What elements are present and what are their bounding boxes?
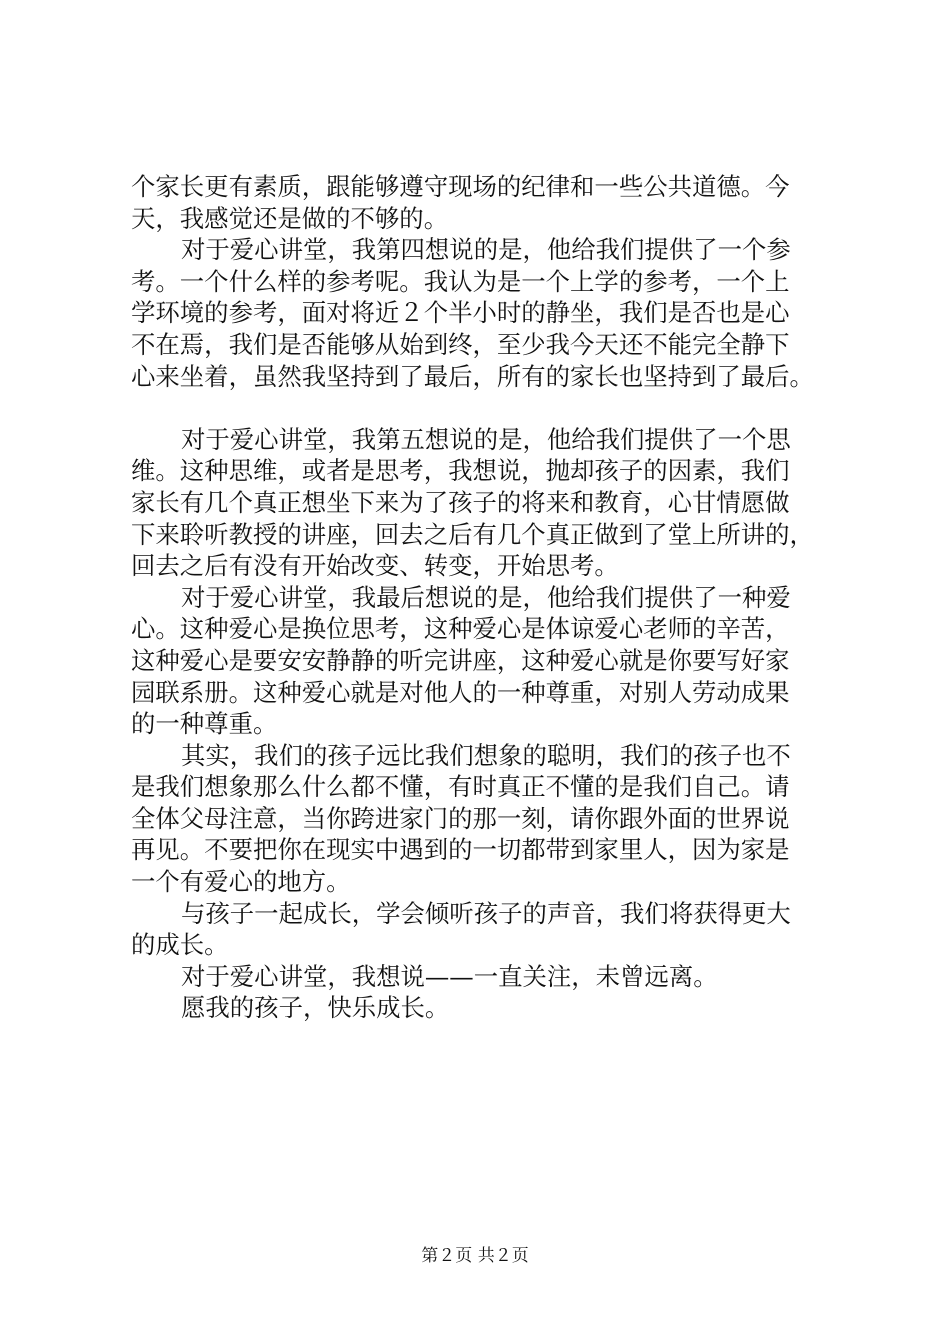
text-line: 再见。不要把你在现实中遇到的一切都带到家里人，因为家是 [131,835,790,865]
text-line: 回去之后有没有开始改变、转变，开始思考。 [131,551,619,581]
paragraph-start-line: 对于爱心讲堂，我第四想说的是，他给我们提供了一个参 [181,235,791,265]
text-line: 不在焉，我们是否能够从始到终，至少我今天还不能完全静下 [131,329,790,359]
text-line: 考。一个什么样的参考呢。我认为是一个上学的参考，一个上 [131,266,790,296]
text-line: 一个有爱心的地方。 [131,867,351,897]
text-line: 下来聆听教授的讲座，回去之后有几个真正做到了堂上所讲的， [131,519,814,549]
text-line: 天，我感觉还是做的不够的。 [131,203,449,233]
paragraph-start-line: 愿我的孩子，快乐成长。 [181,993,450,1023]
text-line: 学环境的参考，面对将近２个半小时的静坐，我们是否也是心 [131,298,790,328]
text-line: 的成长。 [131,930,229,960]
paragraph-start-line: 对于爱心讲堂，我想说——一直关注，未曾远离。 [181,961,718,991]
paragraph-start-line: 对于爱心讲堂，我第五想说的是，他给我们提供了一个思 [181,424,791,454]
paragraph-start-line: 其实，我们的孩子远比我们想象的聪明，我们的孩子也不 [181,740,791,770]
paragraph-start-line: 与孩子一起成长，学会倾听孩子的声音，我们将获得更大 [181,898,791,928]
paragraph-start-line: 对于爱心讲堂，我最后想说的是，他给我们提供了一种爱 [181,582,791,612]
text-line: 家长有几个真正想坐下来为了孩子的将来和教育，心甘情愿做 [131,487,790,517]
text-line: 维。这种思维，或者是思考，我想说，抛却孩子的因素，我们 [131,456,790,486]
text-line: 心来坐着，虽然我坚持到了最后，所有的家长也坚持到了最后。 [131,361,814,391]
text-line: 心。这种爱心是换位思考，这种爱心是体谅爱心老师的辛苦， [131,614,790,644]
document-body [131,171,821,1024]
text-line: 这种爱心是要安安静静的听完讲座，这种爱心就是你要写好家 [131,645,790,675]
text-line: 个家长更有素质，跟能够遵守现场的纪律和一些公共道德。今 [131,172,790,201]
text-line: 是我们想象那么什么都不懂，有时真正不懂的是我们自己。请 [131,772,790,802]
text-line: 的一种尊重。 [131,709,278,739]
text-line: 园联系册。这种爱心就是对他人的一种尊重，对别人劳动成果 [131,677,790,707]
page-number-footer: 第２页 共２页 [421,1246,529,1266]
paragraph-gap [131,392,821,424]
text-line: 全体父母注意，当你跨进家门的那一刻，请你跟外面的世界说 [131,803,790,833]
